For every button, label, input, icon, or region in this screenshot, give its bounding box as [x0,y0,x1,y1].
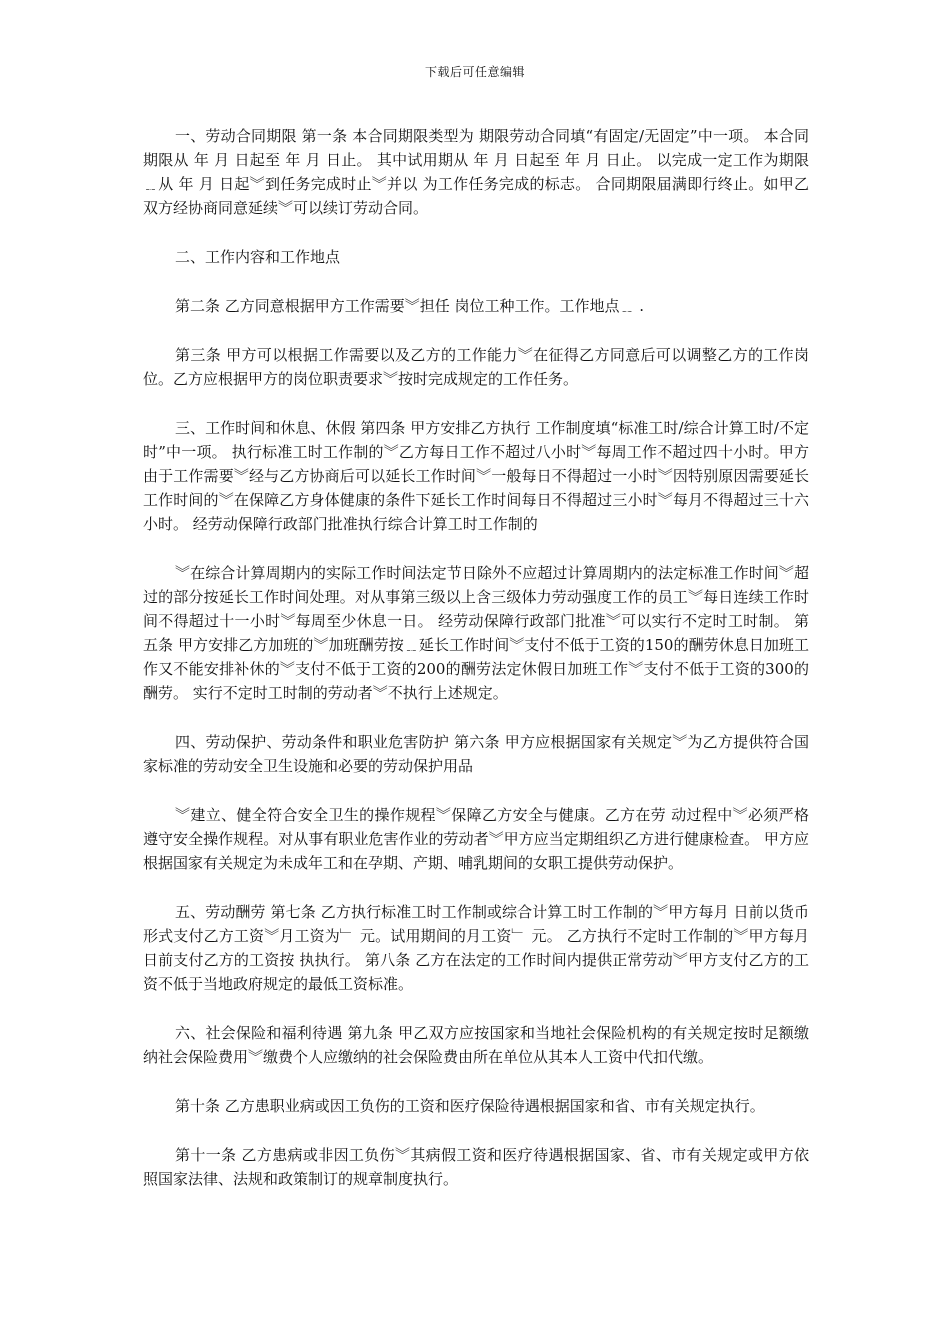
page-header: 下载后可任意编辑 [424,65,525,79]
paragraph-article-eleven: 第十一条 乙方患病或非因工负伤︾其病假工资和医疗待遇根据国家、省、市有关规定或甲方依照国家法律、法规和政策制订的规章制度执行。 [143,1146,809,1188]
paragraph-article-two: 第二条 乙方同意根据甲方工作需要︾担任 岗位工种工作。工作地点﹎ . [175,297,645,315]
document-body [143,124,809,1216]
paragraph-remuneration: 五、劳动酬劳 第七条 乙方执行标准工时工作制或综合计算工时工作制的︾甲方每月 日前以货币形式支付乙方工资︾月工资为﹂ 元。试用期间的月工资﹂ 元。 乙方执行不定时工作制的︾甲方每月 日前支付乙方的工资按 执执行。 第八条 乙方在法定的工作时间内提供正常劳动︾甲方支付乙方的工资不低于当地政府规定的最低工资标准。 [143,903,809,993]
paragraph-article-three: 第三条 甲方可以根据工作需要以及乙方的工作能力︾在征得乙方同意后可以调整乙方的工作岗位。乙方应根据甲方的岗位职责要求︾按时完成规定的工作任务。 [143,346,809,388]
paragraph-overtime: ︾在综合计算周期内的实际工作时间法定节日除外不应超过计算周期内的法定标准工作时间︾超过的部分按延长工作时间处理。对从事第三级以上含三级体力劳动强度工作的员工︾每日连续工作时间不得超过十一小时︾每周至少休息一日。 经劳动保障行政部门批准︾可以实行不定时工时制。 第五条 甲方安排乙方加班的︾加班酬劳按﹎延长工作时间︾支付不低于工资的150的酬劳休息日加班工作又不能安排补休的︾支付不低于工资的200的酬劳法定休假日加班工作︾支付不低于工资的300的酬劳。 实行不定时工时制的劳动者︾不执行上述规定。 [143,564,809,702]
paragraph-social-insurance: 六、社会保险和福利待遇 第九条 甲乙双方应按国家和当地社会保险机构的有关规定按时足额缴纳社会保险费用︾缴费个人应缴纳的社会保险费由所在单位从其本人工资中代扣代缴。 [143,1024,809,1066]
paragraph-article-ten: 第十条 乙方患职业病或因工负伤的工资和医疗保险待遇根据国家和省、市有关规定执行。 [175,1097,765,1115]
paragraph-safety-rules: ︾建立、健全符合安全卫生的操作规程︾保障乙方安全与健康。乙方在劳 动过程中︾必须严格遵守安全操作规程。对从事有职业危害作业的劳动者︾甲方应当定期组织乙方进行健康检查。 甲方应根据国家有关规定为未成年工和在孕期、产期、哺乳期间的女职工提供劳动保护。 [143,806,809,872]
paragraph-section-two-heading: 二、工作内容和工作地点 [175,248,341,266]
paragraph-working-hours: 三、工作时间和休息、休假 第四条 甲方安排乙方执行 工作制度填“标准工时/综合计算工时/不定时”中一项。 执行标准工时工作制的︾乙方每日工作不超过八小时︾每周工作不超过四十小时。甲方由于工作需要︾经与乙方协商后可以延长工作时间︾一般每日不得超过一小时︾因特别原因需要延长工作时间的︾在保障乙方身体健康的条件下延长工作时间每日不得超过三小时︾每月不得超过三十六小时。 经劳动保障行政部门批准执行综合计算工时工作制的 [143,419,809,533]
paragraph-contract-term: 一、劳动合同期限 第一条 本合同期限类型为 期限劳动合同填“有固定/无固定”中一项。 本合同期限从 年 月 日起至 年 月 日止。 其中试用期从 年 月 日起至 年 月 日止。 以完成一定工作为期限﹎从 年 月 日起︾到任务完成时止︾并以 为工作任务完成的标志。 合同期限届满即行终止。如甲乙双方经协商同意延续︾可以续订劳动合同。 [143,127,809,217]
paragraph-labor-protection: 四、劳动保护、劳动条件和职业危害防护 第六条 甲方应根据国家有关规定︾为乙方提供符合国家标准的劳动安全卫生设施和必要的劳动保护用品 [143,733,809,775]
